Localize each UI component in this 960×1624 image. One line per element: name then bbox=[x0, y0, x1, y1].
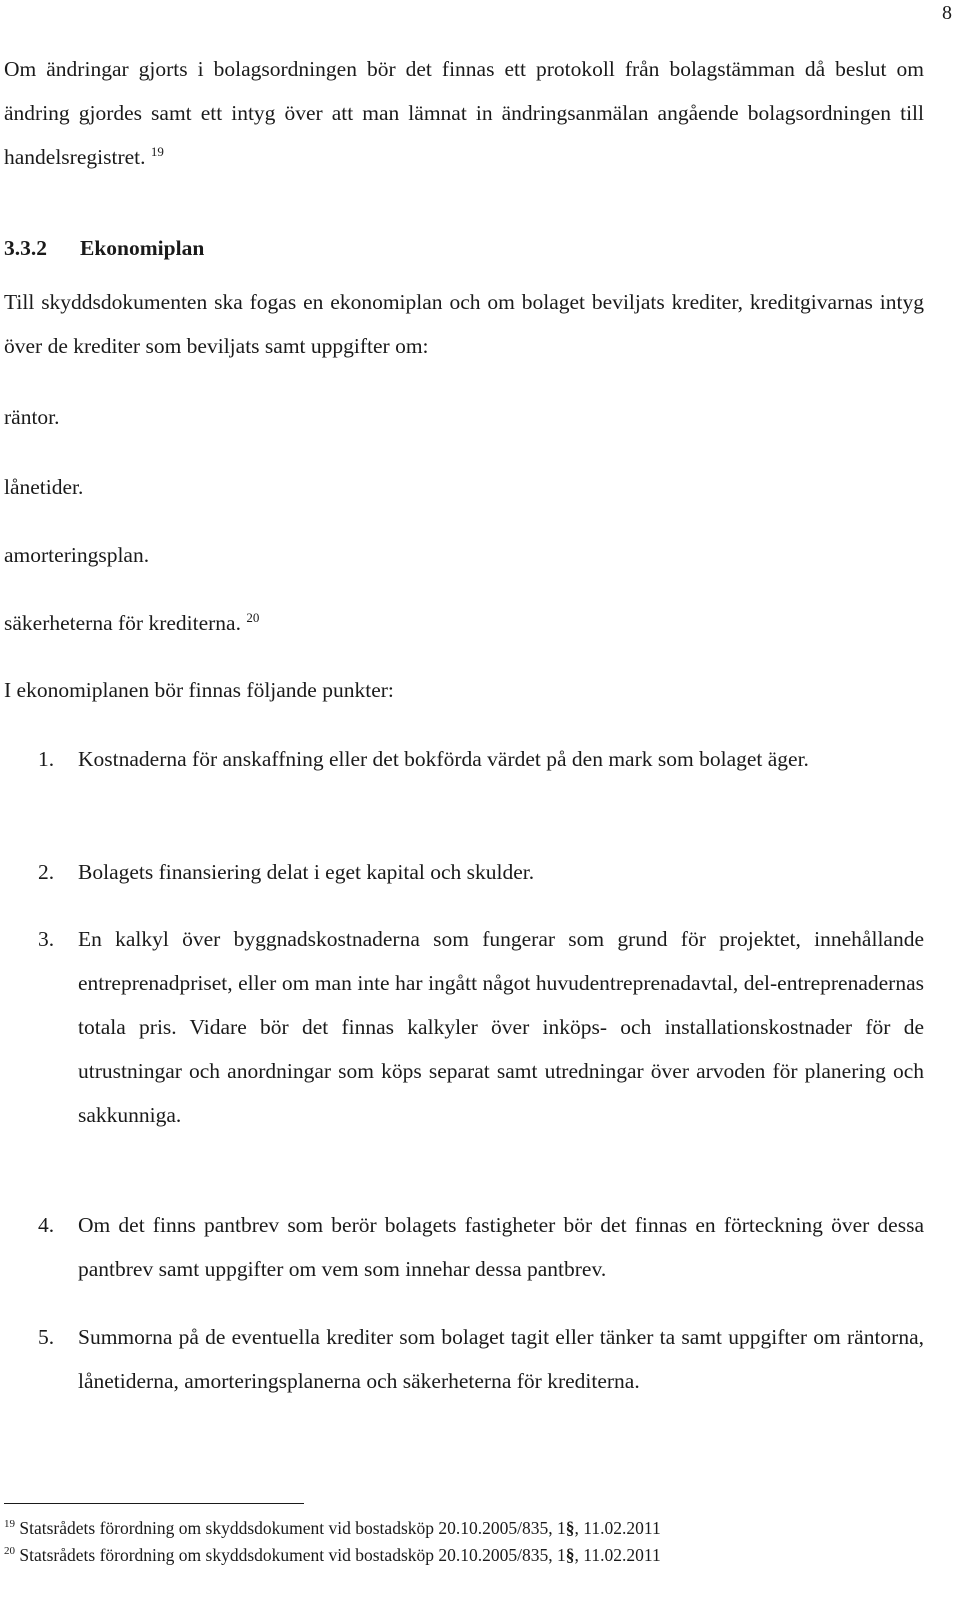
section-symbol: § bbox=[565, 1545, 575, 1565]
item-text: Kostnaderna för anskaffning eller det bokförda värdet på den mark som bolaget äger. bbox=[78, 747, 809, 771]
item-number: 3. bbox=[38, 927, 55, 951]
footnote-ref-19: 19 bbox=[150, 143, 164, 159]
footnote-text: Statsrådets förordning om skyddsdokument vid bostadsköp 20.10.2005/835, 1 bbox=[19, 1518, 566, 1538]
item-text: En kalkyl över byggnadskostnaderna som fungerar som grund för projektet, innehållande entreprenadpriset, eller om man inte har ingått något huvudentreprenadavtal, del-entreprenadernas totala pris. Vidare bör det finnas kalkyler över inköps- och installationskostnader för de utrustningar och anordningar som köps separat samt utredningar över arvoden för planering och sakkunniga. bbox=[78, 927, 924, 1127]
body-paragraph: Till skyddsdokumenten ska fogas en ekonomiplan och om bolaget beviljats krediter, kreditgivarnas intyg över de krediter som beviljats samt uppgifter om: bbox=[4, 290, 924, 358]
item-number: 1. bbox=[38, 747, 55, 771]
numbered-item-2 bbox=[38, 850, 924, 894]
footnote-20 bbox=[4, 1544, 661, 1566]
list-item-rantor: räntor. bbox=[4, 405, 60, 429]
section-heading bbox=[4, 236, 204, 261]
item-number: 5. bbox=[38, 1325, 55, 1349]
points-intro: I ekonomiplanen bör finnas följande punkter: bbox=[4, 678, 394, 702]
numbered-item-4 bbox=[38, 1203, 924, 1291]
footnote-ref-20: 20 bbox=[246, 609, 260, 625]
footnote-date: , 11.02.2011 bbox=[574, 1545, 661, 1565]
numbered-item-1 bbox=[38, 737, 924, 781]
section-symbol: § bbox=[565, 1518, 575, 1538]
item-text: Summorna på de eventuella krediter som bolaget tagit eller tänker ta samt uppgifter om räntorna, lånetiderna, amorteringsplanerna och säkerheterna för krediterna. bbox=[78, 1325, 924, 1393]
section-title: Ekonomiplan bbox=[80, 236, 205, 260]
list-item-sakerheterna bbox=[4, 601, 259, 645]
item-text: Bolagets finansiering delat i eget kapital och skulder. bbox=[78, 860, 535, 884]
item-number: 2. bbox=[38, 860, 55, 884]
footnote-separator bbox=[4, 1503, 304, 1504]
item-number: 4. bbox=[38, 1213, 55, 1237]
footnote-19 bbox=[4, 1517, 661, 1539]
list-item-lanetider: lånetider. bbox=[4, 475, 84, 499]
footnote-date: , 11.02.2011 bbox=[574, 1518, 661, 1538]
footnote-number: 19 bbox=[4, 1518, 15, 1531]
section-number: 3.3.2 bbox=[4, 236, 47, 260]
list-item-amorteringsplan: amorteringsplan. bbox=[4, 543, 150, 567]
item-text: Om det finns pantbrev som berör bolagets fastigheter bör det finnas en förteckning över dessa pantbrev samt uppgifter om vem som innehar dessa pantbrev. bbox=[78, 1213, 924, 1281]
footnote-text: Statsrådets förordning om skyddsdokument vid bostadsköp 20.10.2005/835, 1 bbox=[19, 1545, 566, 1565]
page-number: 8 bbox=[942, 2, 952, 24]
numbered-item-5 bbox=[38, 1315, 924, 1403]
intro-text: Om ändringar gjorts i bolagsordningen bör det finnas ett protokoll från bolagstämman då beslut om ändring gjordes samt ett intyg över att man lämnat in ändringsanmälan angående bolagsordningen till handelsregistret. bbox=[4, 57, 924, 169]
list-item-text: säkerheterna för krediterna. bbox=[4, 611, 241, 635]
footnote-number: 20 bbox=[4, 1545, 15, 1558]
intro-paragraph bbox=[4, 47, 924, 179]
numbered-item-3 bbox=[38, 917, 924, 1137]
